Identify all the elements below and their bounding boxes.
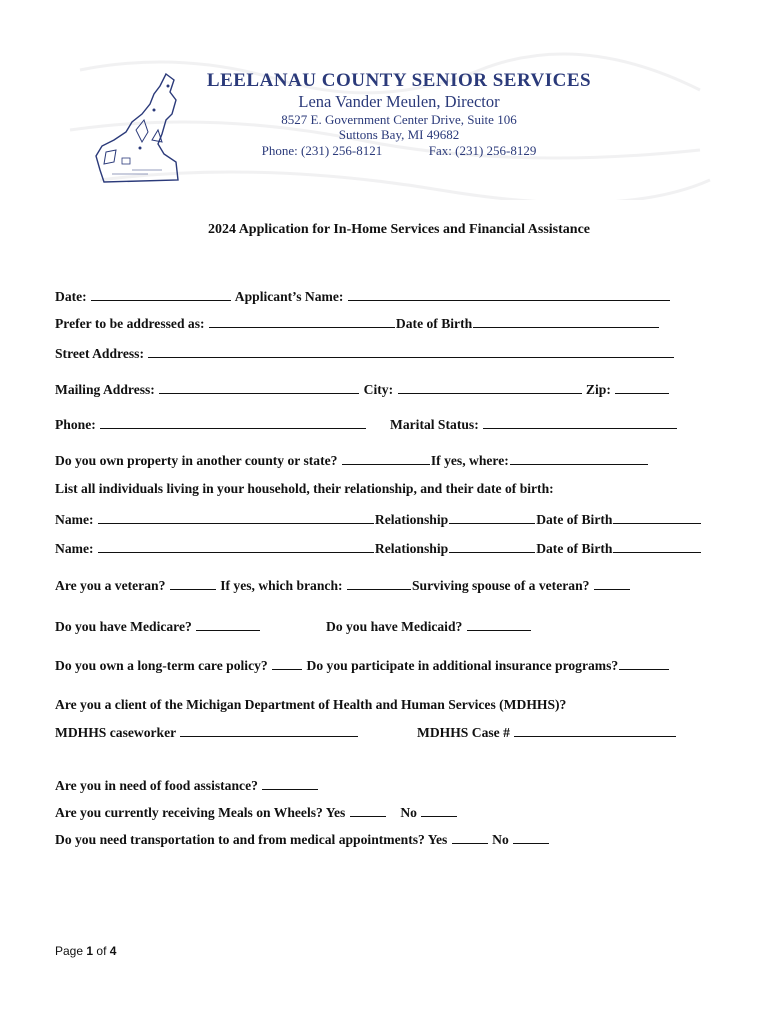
caseworker-label: MDHHS caseworker — [55, 725, 176, 740]
property-row — [55, 452, 649, 469]
relationship-field-1[interactable] — [449, 511, 535, 524]
prefer-dob-row — [55, 315, 660, 332]
yes-label: Yes — [325, 805, 346, 820]
spouse-field[interactable] — [594, 577, 630, 590]
page-footer — [55, 944, 116, 958]
street-row — [55, 345, 675, 362]
household-dob-field-1[interactable] — [613, 511, 701, 524]
insurance-question: Do you participate in additional insurance programs? — [306, 658, 619, 673]
ltc-field[interactable] — [272, 657, 302, 670]
veteran-row — [55, 577, 631, 594]
zip-label: Zip: — [585, 382, 611, 397]
phone-field[interactable] — [100, 416, 366, 429]
transport-no-field[interactable] — [513, 831, 549, 844]
fax-number: Fax: (231) 256-8129 — [428, 143, 537, 158]
applicant-name-label: Applicant’s Name: — [234, 289, 344, 304]
medicaid-question: Do you have Medicaid? — [326, 619, 463, 634]
mailing-field[interactable] — [159, 381, 359, 394]
where-field[interactable] — [510, 452, 648, 465]
household-row-1 — [55, 511, 702, 528]
medicare-row — [55, 618, 261, 635]
street-label: Street Address: — [55, 346, 144, 361]
food-field[interactable] — [262, 777, 318, 790]
marital-label: Marital Status: — [390, 417, 479, 432]
page-number: 1 — [86, 944, 94, 958]
date-field[interactable] — [91, 288, 231, 301]
transport-yes-field[interactable] — [452, 831, 488, 844]
zip-field[interactable] — [615, 381, 669, 394]
household-name-field-2[interactable] — [98, 540, 374, 553]
city-field[interactable] — [398, 381, 582, 394]
household-row-2 — [55, 540, 702, 557]
relationship-label: Relationship — [374, 512, 449, 527]
yes-label: Yes — [427, 832, 448, 847]
org-name: LEELANAU COUNTY SENIOR SERVICES — [206, 70, 592, 91]
address-line-1: 8527 E. Government Center Drive, Suite 106 — [281, 112, 517, 127]
if-yes-where-label: If yes, where: — [430, 453, 509, 468]
case-number-field[interactable] — [514, 724, 676, 737]
county-map-logo — [92, 70, 192, 188]
date-label: Date: — [55, 289, 87, 304]
case-number-label: MDHHS Case # — [417, 725, 510, 740]
prefer-field[interactable] — [209, 315, 395, 328]
phone-number: Phone: (231) 256-8121 — [261, 143, 383, 158]
applicant-name-field[interactable] — [348, 288, 670, 301]
transport-question: Do you need transportation to and from medical appointments? — [55, 832, 425, 847]
medicare-field[interactable] — [196, 618, 260, 631]
prefer-label: Prefer to be addressed as: — [55, 316, 205, 331]
medicaid-row — [326, 618, 532, 635]
director-name: Lena Vander Meulen, Director — [298, 92, 500, 111]
marital-field[interactable] — [483, 416, 677, 429]
medicare-question: Do you have Medicare? — [55, 619, 192, 634]
city-label: City: — [363, 382, 394, 397]
phone-label: Phone: — [55, 417, 96, 432]
insurance-field[interactable] — [619, 657, 669, 670]
form-title: 2024 Application for In-Home Services and Financial Assistance — [207, 222, 591, 237]
household-question: List all individuals living in your household, their relationship, and their date of birth: — [55, 481, 554, 496]
ltc-question: Do you own a long-term care policy? — [55, 658, 268, 673]
property-question: Do you own property in another county or state? — [55, 453, 338, 468]
caseworker-field[interactable] — [180, 724, 358, 737]
case-number-row — [417, 724, 677, 741]
mailing-label: Mailing Address: — [55, 382, 155, 397]
caseworker-row — [55, 724, 359, 741]
food-row — [55, 777, 319, 794]
branch-question: If yes, which branch: — [220, 578, 343, 593]
of-word: of — [96, 944, 107, 958]
no-label: No — [400, 805, 417, 820]
phone-marital-row — [55, 416, 367, 433]
mow-yes-field[interactable] — [350, 804, 386, 817]
dob-label: Date of Birth — [536, 512, 613, 527]
relationship-field-2[interactable] — [449, 540, 535, 553]
food-question: Are you in need of food assistance? — [55, 778, 258, 793]
name-label: Name: — [55, 541, 94, 556]
spouse-question: Surviving spouse of a veteran? — [411, 578, 590, 593]
page-total: 4 — [109, 944, 117, 958]
address-line-2: Suttons Bay, MI 49682 — [338, 127, 460, 142]
mailing-row — [55, 381, 670, 398]
mow-no-field[interactable] — [421, 804, 457, 817]
no-label: No — [492, 832, 509, 847]
transport-row — [55, 831, 550, 848]
branch-field[interactable] — [347, 577, 411, 590]
household-name-field-1[interactable] — [98, 511, 374, 524]
property-field[interactable] — [342, 452, 430, 465]
veteran-question: Are you a veteran? — [55, 578, 166, 593]
medicaid-field[interactable] — [467, 618, 531, 631]
ltc-row — [55, 657, 670, 674]
street-field[interactable] — [148, 345, 674, 358]
dob-field[interactable] — [473, 315, 659, 328]
dob-label: Date of Birth — [536, 541, 613, 556]
mdhhs-question: Are you a client of the Michigan Department of Health and Human Services (MDHHS)? — [55, 697, 567, 712]
dob-label: Date of Birth — [395, 316, 473, 331]
date-applicant-row — [55, 288, 671, 305]
contact-line — [206, 143, 592, 159]
household-dob-field-2[interactable] — [613, 540, 701, 553]
name-label: Name: — [55, 512, 94, 527]
mow-row — [55, 804, 458, 821]
mow-question: Are you currently receiving Meals on Wheels? — [55, 805, 323, 820]
veteran-field[interactable] — [170, 577, 216, 590]
page-word: Page — [55, 944, 84, 958]
relationship-label: Relationship — [374, 541, 449, 556]
marital-row — [390, 416, 678, 433]
